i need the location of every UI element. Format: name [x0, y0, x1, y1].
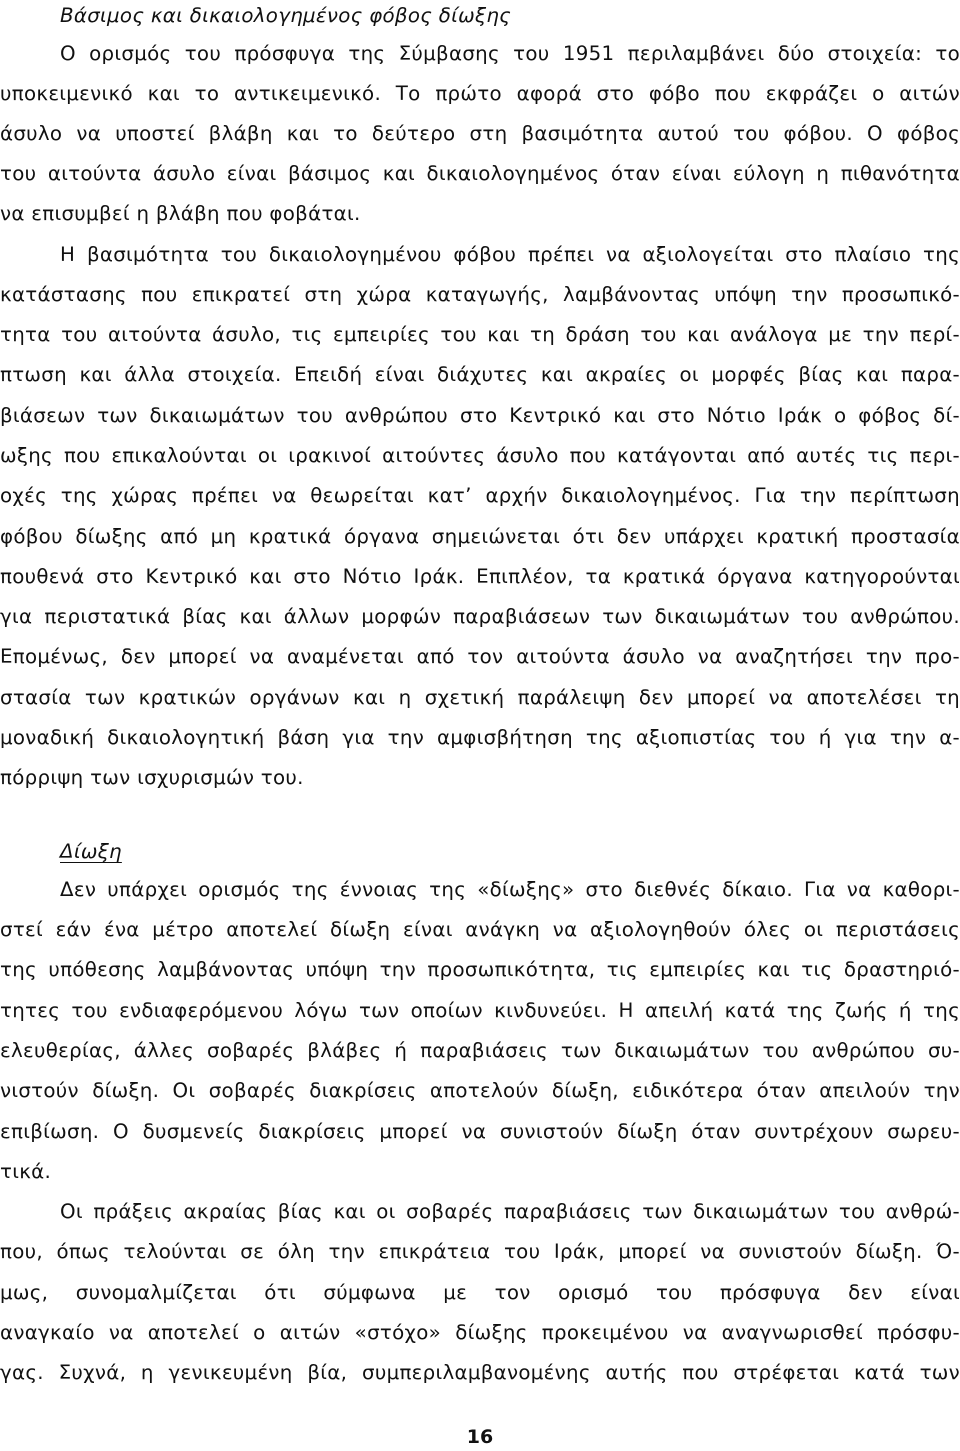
paragraph-line: Η βασιμότητα του δικαιολογημένου φόβου πρέπει να αξιολογείται στο πλαίσιο της [60, 243, 960, 266]
paragraph-line: Δεν υπάρχει ορισμός της έννοιας της «δίωξης» στο διεθνές δίκαιο. Για να καθορι- [60, 878, 960, 901]
paragraph-line: Ο ορισμός του πρόσφυγα της Σύμβασης του 1951 περιλαμβάνει δύο στοιχεία: το [60, 42, 960, 65]
paragraph-line: επιβίωση. Ο δυσμενείς διακρίσεις μπορεί να συνιστούν δίωξη όταν συντρέχουν σωρευ- [0, 1120, 960, 1143]
paragraph-line: στεί εάν ένα μέτρο αποτελεί δίωξη είναι ανάγκη να αξιολογηθούν όλες οι περιστάσεις [0, 918, 960, 941]
paragraph-line: μως, συνομαλμίζεται ότι σύμφωνα με τον ορισμό του πρόσφυγα δεν είναι [0, 1281, 960, 1304]
paragraph-line: μοναδική δικαιολογητική βάση για την αμφισβήτηση της αξιοπιστίας του ή για την α- [0, 726, 960, 749]
paragraph-line: πτωση και άλλα στοιχεία. Επειδή είναι διάχυτες και ακραίες οι μορφές βίας και παρα- [0, 363, 960, 386]
paragraph-line: οχές της χώρας πρέπει να θεωρείται κατ’ αρχήν δικαιολογημένος. Για την περίπτωση [0, 484, 960, 507]
paragraph-line: γας. Συχνά, η γενικευμένη βία, συμπεριλαμβανομένης αυτής που στρέφεται κατά των [0, 1361, 960, 1384]
paragraph-line: τητες του ενδιαφερόμενου λόγω των οποίων κινδυνεύει. Η απειλή κατά της ζωής ή της [0, 999, 960, 1022]
paragraph-line: του αιτούντα άσυλο είναι βάσιμος και δικαιολογημένος όταν είναι εύλογη η πιθανότητα [0, 162, 960, 185]
paragraph-line: νιστούν δίωξη. Οι σοβαρές διακρίσεις αποτελούν δίωξη, ειδικότερα όταν απειλούν την [0, 1079, 960, 1102]
paragraph-line: Οι πράξεις ακραίας βίας και οι σοβαρές παραβιάσεις των δικαιωμάτων του ανθρώ- [60, 1200, 960, 1223]
section-heading-persecution: Δίωξη [60, 840, 122, 863]
paragraph-line: κατάστασης που επικρατεί στη χώρα καταγωγής, λαμβάνοντας υπόψη την προσωπικό- [0, 283, 960, 306]
section-heading-well-founded-fear: Βάσιμος και δικαιολογημένος φόβος δίωξης [60, 4, 512, 27]
paragraph-line: τητα του αιτούντα άσυλο, τις εμπειρίες του και τη δράση του και ανάλογα με την περί- [0, 323, 960, 346]
paragraph-line: αναγκαίο να αποτελεί ο αιτών «στόχο» δίωξης προκειμένου να αναγνωρισθεί πρόσφυ- [0, 1321, 960, 1344]
paragraph-line: πόρριψη των ισχυρισμών του. [0, 766, 304, 789]
paragraph-line: της υπόθεσης λαμβάνοντας υπόψη την προσωπικότητα, τις εμπειρίες και τις δραστηριό- [0, 958, 960, 981]
paragraph-line: πουθενά στο Κεντρικό και στο Νότιο Ιράκ. Επιπλέον, τα κρατικά όργανα κατηγορούνται [0, 565, 960, 588]
paragraph-line: ελευθερίας, άλλες σοβαρές βλάβες ή παραβιάσεις των δικαιωμάτων του ανθρώπου συ- [0, 1039, 960, 1062]
paragraph-line: φόβου δίωξης από μη κρατικά όργανα σημειώνεται ότι δεν υπάρχει κρατική προστασία [0, 525, 960, 548]
paragraph-line: βιάσεων των δικαιωμάτων του ανθρώπου στο Κεντρικό και στο Νότιο Ιράκ ο φόβος δί- [0, 404, 960, 427]
page-number: 16 [466, 1426, 494, 1448]
paragraph-line: υποκειμενικό και το αντικειμενικό. Το πρώτο αφορά στο φόβο που εκφράζει ο αιτών [0, 82, 960, 105]
paragraph-line: που, όπως τελούνται σε όλη την επικράτεια του Ιράκ, μπορεί να συνιστούν δίωξη. Ό- [0, 1240, 960, 1263]
paragraph-line: ωξης που επικαλούνται οι ιρακινοί αιτούντες άσυλο που κατάγονται από αυτές τις περι- [0, 444, 960, 467]
paragraph-line: τικά. [0, 1160, 52, 1183]
paragraph-line: για περιστατικά βίας και άλλων μορφών παραβιάσεων των δικαιωμάτων του ανθρώπου. [0, 605, 960, 628]
paragraph-line: να επισυμβεί η βλάβη που φοβάται. [0, 202, 361, 225]
paragraph-line: στασία των κρατικών οργάνων και η σχετική παράλειψη δεν μπορεί να αποτελέσει τη [0, 686, 960, 709]
paragraph-line: άσυλο να υποστεί βλάβη και το δεύτερο στη βασιμότητα αυτού του φόβου. Ο φόβος [0, 122, 960, 145]
paragraph-line: Επομένως, δεν μπορεί να αναμένεται από τον αιτούντα άσυλο να αναζητήσει την προ- [0, 645, 960, 668]
